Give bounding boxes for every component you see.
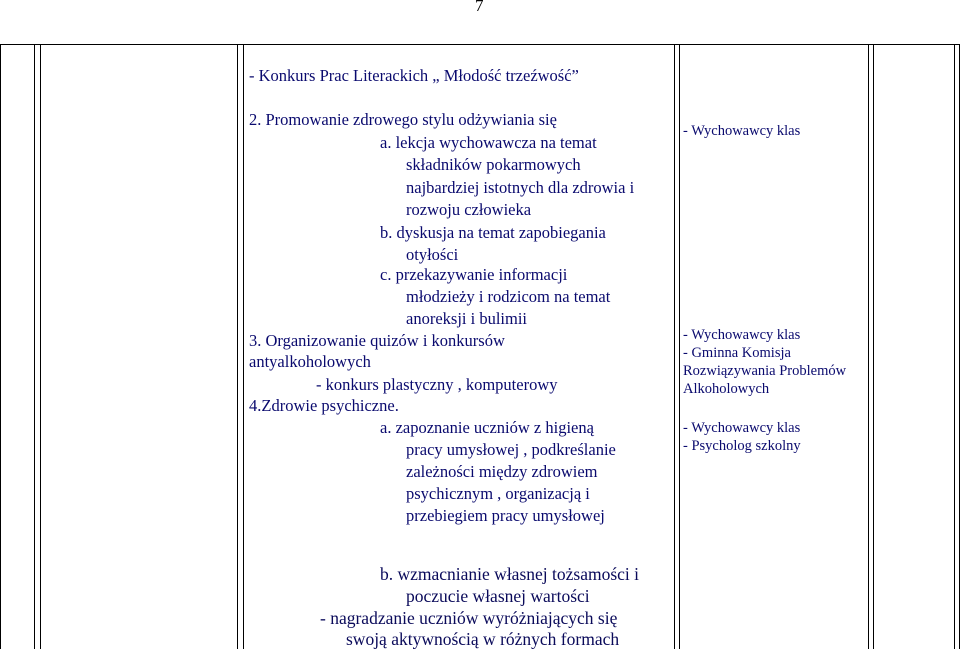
text-line: a. zapoznanie uczniów z higieną [380,418,594,437]
text-line: b. dyskusja na temat zapobiegania [380,223,606,242]
text-line: - Psycholog szkolny [683,438,801,454]
text-line: Rozwiązywania Problemów [683,363,847,379]
text-line: otyłości [406,245,459,264]
table-top-border [0,44,960,45]
text-line: przebiegiem pracy umysłowej [406,506,605,525]
page-number: 7 [475,0,484,15]
text-line: antyalkoholowych [249,352,371,371]
text-line: 4.Zdrowie psychiczne. [249,396,399,415]
text-line: psychicznym , organizacją i [406,484,590,503]
text-line: - Konkurs Prac Literackich „ Młodość trzeźwość” [249,66,579,85]
col-border [34,44,35,649]
text-line: młodzieży i rodzicom na temat [406,287,611,306]
text-line: b. wzmacnianie własnej tożsamości i [380,564,640,584]
text-line: - Wychowawcy klas [683,123,801,139]
col-border [954,44,955,649]
text-line: - Gminna Komisja [683,345,791,361]
text-line: rozwoju człowieka [406,200,532,219]
text-line: Alkoholowych [683,381,770,397]
text-line: - nagradzanie uczniów wyróżniających się [320,608,618,628]
text-line: zależności między zdrowiem [406,462,598,481]
text-line: anoreksji i bulimii [406,309,527,328]
text-line: c. przekazywanie informacji [380,265,568,284]
text-line: - Wychowawcy klas [683,327,801,343]
text-line: pracy umysłowej , podkreślanie [406,440,616,459]
text-line: - Wychowawcy klas [683,420,801,436]
text-line: swoją aktywnością w różnych formach [346,629,620,649]
text-line: 2. Promowanie zdrowego stylu odżywiania się [249,110,557,129]
col-border [868,44,869,649]
text-line: a. lekcja wychowawcza na temat [380,133,597,152]
col-border [679,44,680,649]
col-border [0,44,1,649]
col-border [40,44,41,649]
text-line: - konkurs plastyczny , komputerowy [316,375,558,394]
text-line: składników pokarmowych [406,155,581,174]
col-border [674,44,675,649]
col-border [873,44,874,649]
col-border [243,44,244,649]
text-line: najbardziej istotnych dla zdrowia i [406,178,635,197]
col-border [237,44,238,649]
text-line: 3. Organizowanie quizów i konkursów [249,331,505,350]
text-line: poczucie własnej wartości [406,586,590,606]
